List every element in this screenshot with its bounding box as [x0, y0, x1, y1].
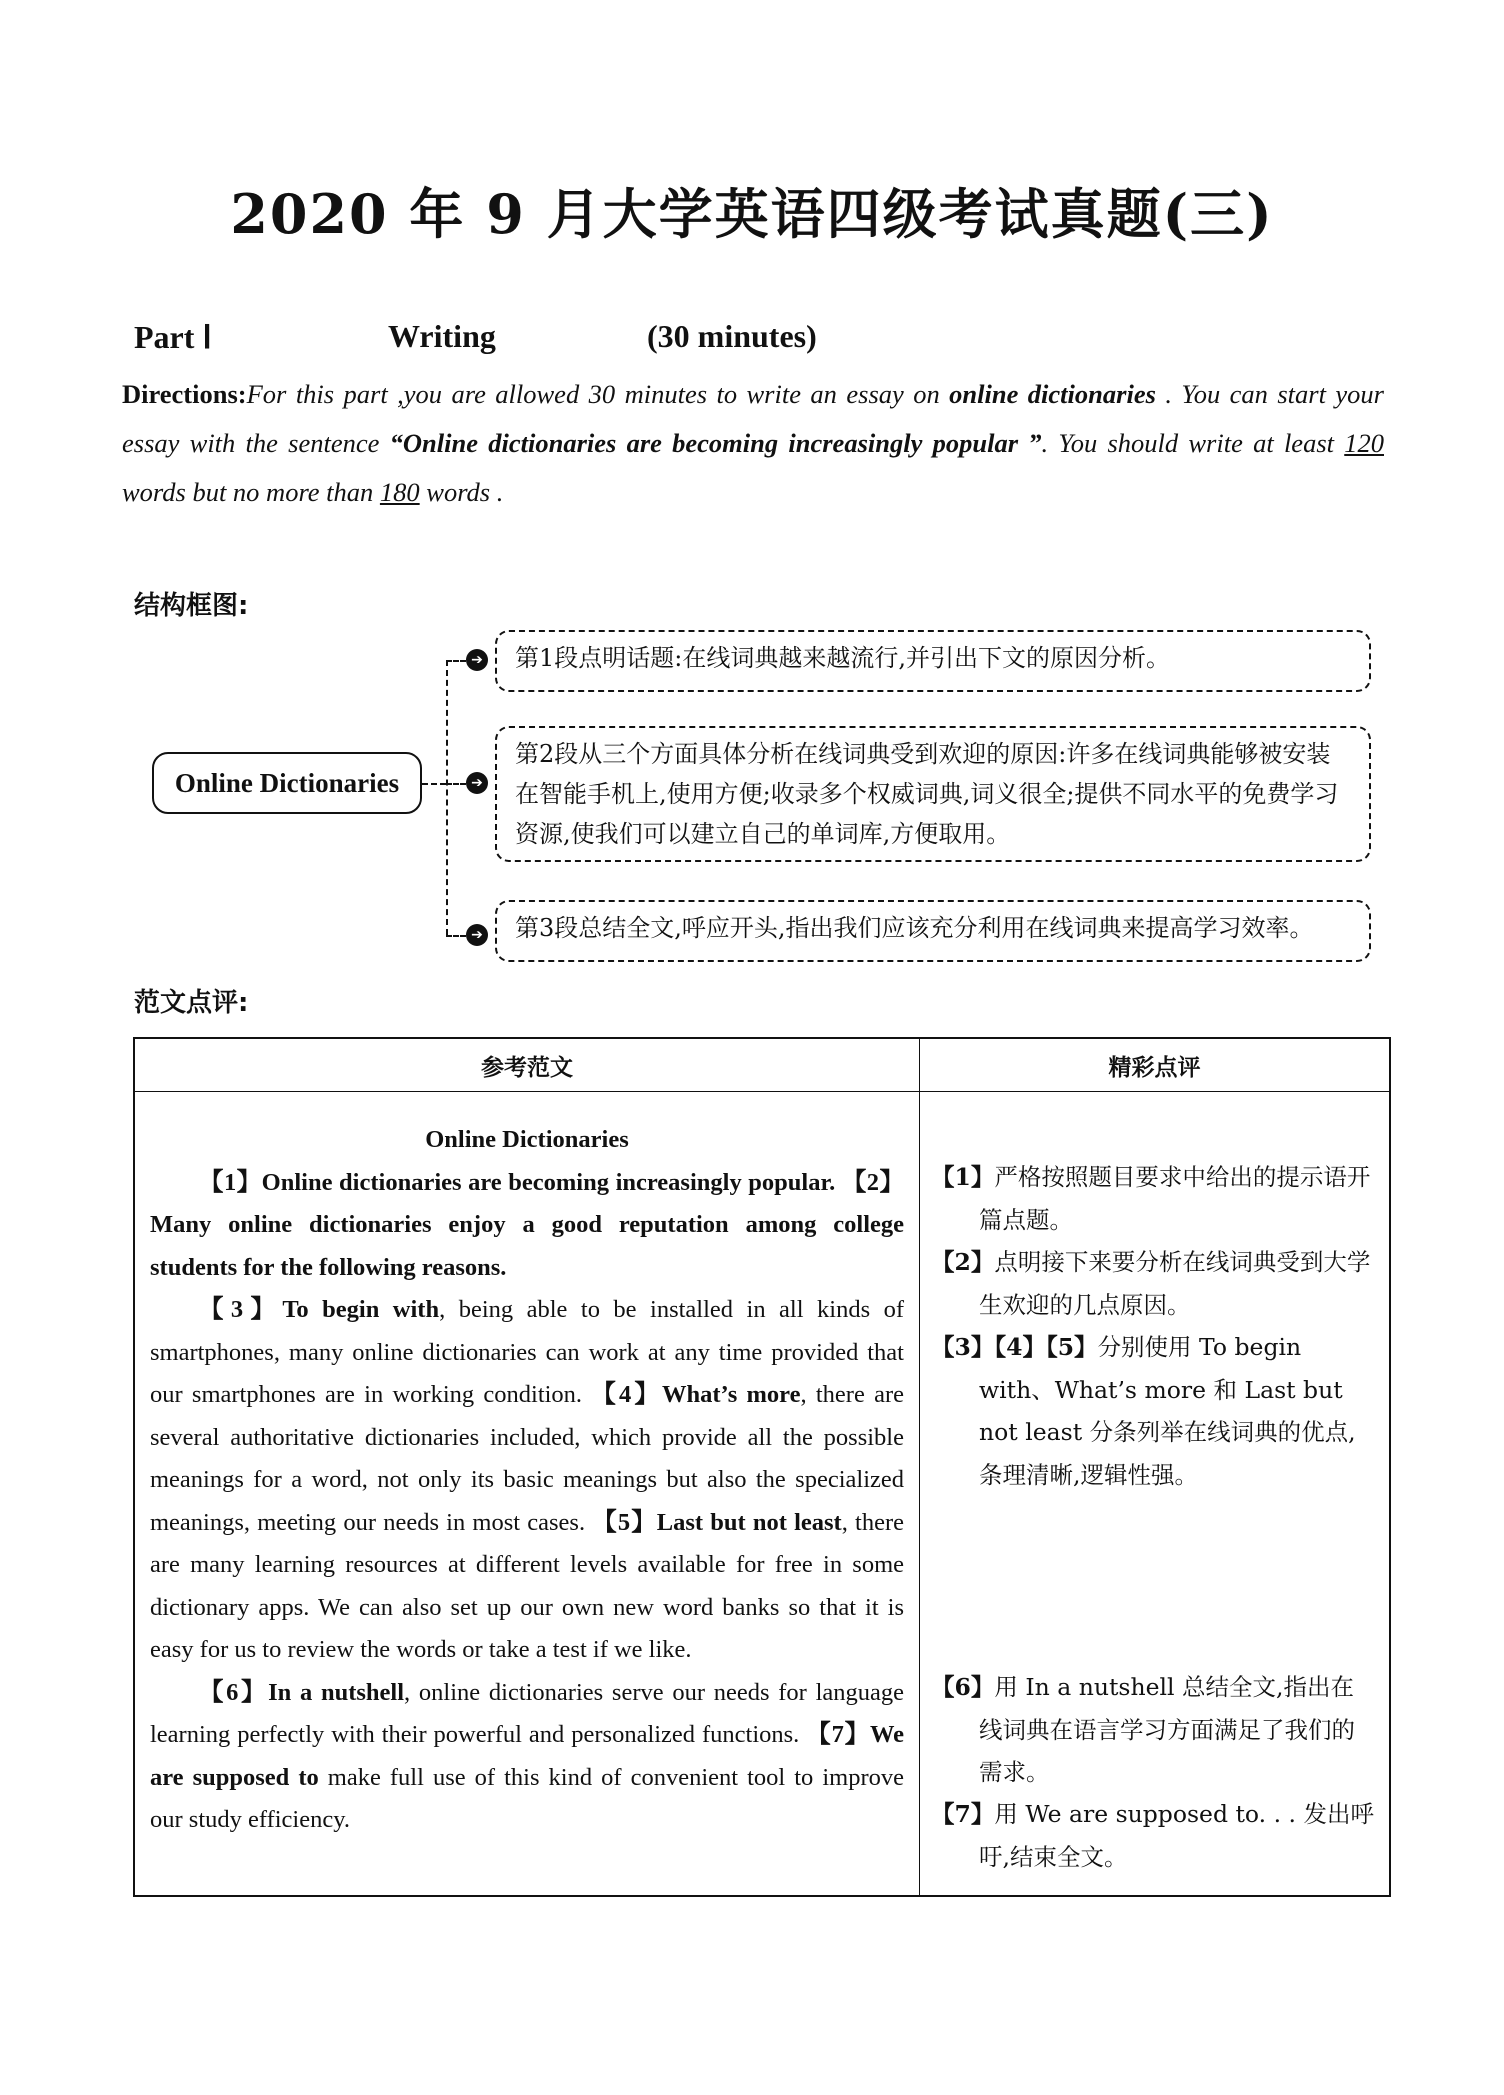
- marker: 【7】: [806, 1721, 870, 1748]
- directions-text-2: . You can start your essay with the sentence: [122, 379, 1384, 458]
- keyword: To begin with: [282, 1296, 440, 1323]
- marker: 【1】: [931, 1163, 995, 1191]
- essay-sentence: Online dictionaries are becoming increasingly popular.: [261, 1168, 836, 1196]
- arrow-right-icon: ➔: [466, 772, 488, 794]
- connector: [446, 660, 466, 662]
- directions-text-5: words .: [419, 477, 504, 507]
- structure-root: Online Dictionaries: [152, 752, 422, 814]
- keyword: Last but not least: [656, 1508, 842, 1536]
- structure-node-2: 第2段从三个方面具体分析在线词典受到欢迎的原因:许多在线词典能够被安装在智能手机上,使用方便;收录多个权威词典,词义很全;提供不同水平的免费学习资源,使我们可以建立自己的单词库,方便取用。: [495, 726, 1371, 862]
- comment-text: 严格按照题目要求中给出的提示语开篇点题。: [979, 1163, 1371, 1234]
- min-words: 120: [1344, 428, 1384, 458]
- marker: 【1】: [199, 1168, 262, 1196]
- marker: 【6】: [199, 1678, 269, 1706]
- marker: 【4】: [591, 1381, 662, 1408]
- directions-sentence: “Online dictionaries are becoming increasingly popular ”: [389, 428, 1042, 458]
- structure-node-1: 第1段点明话题:在线词典越来越流行,并引出下文的原因分析。: [495, 630, 1371, 692]
- comment-1: [931, 1156, 1376, 1241]
- marker: 【2】: [931, 1248, 995, 1276]
- essay-text: , online dictionaries serve our needs for language learning perfectly with their powerful and personalized functions.: [150, 1678, 905, 1748]
- structure-heading: 结构框图:: [134, 591, 249, 621]
- marker: 【3】: [199, 1296, 283, 1323]
- page-title: 2020 年 9 月大学英语四级考试真题(三): [230, 182, 1274, 246]
- essay-text: , there are many learning resources at different levels available for free in some dictionary apps. We can also set up our own new word banks so that it is easy for us to review the words or take a test if we like.: [150, 1508, 905, 1663]
- arrow-right-icon: ➔: [466, 924, 488, 946]
- arrow-right-icon: ➔: [466, 649, 488, 671]
- comment-cell: [920, 1092, 1391, 1897]
- comment-2: [931, 1241, 1376, 1326]
- comment-text: 用 We are supposed to. . . 发出呼吁,结束全文。: [979, 1800, 1374, 1871]
- connector: [422, 783, 446, 785]
- part-name: Writing: [388, 318, 496, 354]
- directions-text-1: For this part ,you are allowed 30 minutes to write an essay on: [246, 379, 950, 409]
- marker: 【5】: [592, 1508, 657, 1536]
- comment-5: [931, 1793, 1376, 1878]
- comment-text: 点明接下来要分析在线词典受到大学生欢迎的几点原因。: [979, 1248, 1371, 1319]
- marker: 【3】【4】【5】: [931, 1333, 1098, 1361]
- structure-node-3: 第3段总结全文,呼应开头,指出我们应该充分利用在线词典来提高学习效率。: [495, 900, 1371, 962]
- essay-paragraph-2: [150, 1289, 904, 1672]
- essay-title: Online Dictionaries: [425, 1126, 629, 1153]
- structure-diagram: [140, 620, 1380, 970]
- connector: [446, 660, 448, 935]
- comment-text: 分别使用 To begin with、What’s more 和 Last but not least 分条列举在线词典的优点,条理清晰,逻辑性强。: [979, 1333, 1356, 1489]
- connector: [446, 783, 466, 785]
- part-time: (30 minutes): [647, 318, 817, 354]
- directions-topic: online dictionaries: [949, 379, 1156, 409]
- directions: [122, 370, 1384, 517]
- comment-text: 用 In a nutshell 总结全文,指出在线词典在语言学习方面满足了我们的需求。: [979, 1673, 1355, 1786]
- marker: 【2】: [841, 1168, 905, 1196]
- keyword: We are supposed to: [150, 1721, 904, 1791]
- comment-3: [931, 1326, 1376, 1496]
- review-heading: 范文点评:: [134, 988, 249, 1018]
- part-number: Part Ⅰ: [134, 319, 212, 355]
- essay-text: , being able to be installed in all kinds of smartphones, many online dictionaries can work at any time provided that our smartphones are in working condition.: [150, 1296, 905, 1408]
- directions-label: Directions:: [122, 379, 247, 409]
- comment-4: [931, 1666, 1376, 1794]
- marker: 【6】: [931, 1673, 995, 1701]
- keyword: In a nutshell: [268, 1678, 405, 1706]
- essay-paragraph-3: [150, 1672, 904, 1842]
- keyword: What’s more: [661, 1381, 801, 1408]
- col-header-essay: 参考范文: [134, 1038, 920, 1092]
- essay-text: , there are several authoritative dictionaries included, which provide all the possible meanings for a word, not only its basic meanings but also the specialized meanings, meeting our needs in most cases.: [150, 1381, 905, 1536]
- essay-paragraph-1: [150, 1162, 904, 1290]
- review-table: [133, 1037, 1391, 1897]
- directions-text-3: . You should write at least: [1041, 428, 1345, 458]
- essay-text: make full use of this kind of convenient tool to improve our study efficiency.: [150, 1763, 904, 1833]
- directions-text-4: words but no more than: [122, 477, 380, 507]
- marker: 【7】: [931, 1800, 995, 1828]
- connector: [446, 935, 466, 937]
- col-header-comment: 精彩点评: [920, 1038, 1391, 1092]
- max-words: 180: [379, 477, 420, 507]
- essay-cell: [134, 1092, 920, 1897]
- essay-sentence: Many online dictionaries enjoy a good reputation among college students for the following reasons.: [150, 1211, 904, 1281]
